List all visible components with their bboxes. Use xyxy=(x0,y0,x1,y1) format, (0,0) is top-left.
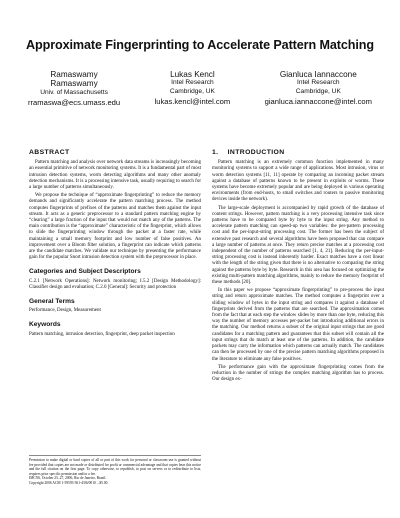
paper-title: Approximate Fingerprinting to Accelerate Pattern Matching xyxy=(26,38,374,52)
introduction-paragraph: In this paper we propose “approximate fingerprinting” to pre-process the input string and return approximate matches. The method computes a fingerprint over a sliding window of bytes in the input string and compares it against a database of fingerprints derived from the patterns that are searched. The approximation comes from the fact that at each step the window slides by more than one byte, reducing this way the number of memory accesses per-packet but introducing additional errors in the matching. Our method returns a subset of the original input strings that are good candidates for a matching pattern and guarantees that this subset will contain all the input strings that do match at least one of the patterns. In addition, the candidate packets may carry the information which patterns can actually match. The candidates can then be processed by one of the precise pattern matching algorithms proposed in the literature to eliminate any false positives. xyxy=(212,288,384,362)
copyright-footnote xyxy=(29,455,201,485)
author-affiliation: Univ. of Massachusetts xyxy=(40,88,108,96)
author-location: Cambridge, UK xyxy=(295,87,341,95)
author-name: Lukas Kencl xyxy=(170,70,215,79)
categories-heading: Categories and Subject Descriptors xyxy=(29,268,141,276)
introduction-paragraph: The large-scale deployment is accompanied by rapid growth of the database of content strings. However, pattern matching is a very processing intensive task since patterns have to be compared byte by byte to the input string. Any method to accelerate pattern matching can speed-up two variables: the per-pattern processing cost and the per-input-string processing cost. The former has been the subject of extensive past research and several algorithms have been proposed that can compare a large number of patterns at once. They return precise matches at a processing cost independent of the number of patterns searched [1, 4, 21]. Reducing the per-input-string processing cost is instead inherently harder. Exact matches have a cost linear with the length of the string given that there is no alternative to comparing the string against the patterns byte by byte. Research in this area has focused on optimizing the existing multi-pattern matching algorithms, mainly to reduce the memory footprint of these methods [20]. xyxy=(212,205,384,286)
author-name: Ramaswamy xyxy=(50,70,98,79)
author-block xyxy=(28,70,372,108)
categories-text: C.2.1 [Network Operations]: Network monitoring; I.5.2 [Design Methodology]: Classifier design and evaluation; C.2.0 [General]: Security and protection xyxy=(29,278,201,290)
author-name-line-2: Ramaswamy xyxy=(50,79,98,89)
conference-line: IMC'06, October 25–27, 2006, Rio de Janeiro, Brazil. xyxy=(29,476,107,480)
author-email: rramaswa@ecs.umass.edu xyxy=(28,98,121,108)
author-3 xyxy=(265,70,372,108)
author-affiliation: Intel Research xyxy=(171,79,214,87)
copyright-line: Copyright 2006 ACM 1-59593-561-4/06/0010 ...$5.00. xyxy=(29,480,109,485)
author-name: Gianluca Iannaccone xyxy=(279,70,357,79)
permission-text: Permission to make digital or hard copies of all or part of this work for personal or classroom use is granted without fee provided that copies are not made or distributed for profit or commercial advantage and that copies bear this notice and the full citation on the first page. To copy otherwise, to republish, to post on servers or to redistribute to lists, requires prior specific permission and/or a fee. xyxy=(29,458,201,476)
right-column xyxy=(212,150,384,385)
introduction-heading: 1. INTRODUCTION xyxy=(212,149,285,156)
abstract-paragraph: We propose the technique of “approximate fingerprinting” to reduce the memory demands and significantly accelerate the pattern matching process. The method computes fingerprints of prefixes of the patterns and matches them against the input stream. It acts as a generic preprocessor to a standard pattern matching engine by “clearing” a large fraction of the input that would not match any of the patterns. The main contribution is the “approximate” characteristic of the fingerprint, which allows to slide the fingerprinting window through the packet at a faster rate, while maintaining a small memory footprint and low number of false positives. An improvement over a Bloom filter solution, a fingerprint can indicate which patterns are the candidate matches. We validate our technique by presenting the performance gain for the popular Snort intrusion detection system with the preprocessor in place. xyxy=(29,193,201,261)
author-affiliation: Intel Research xyxy=(297,79,340,87)
general-terms-heading: General Terms xyxy=(29,298,75,306)
author-1 xyxy=(28,70,120,108)
keywords-text: Pattern matching, intrusion detection, fingerprint, deep packet inspection xyxy=(29,331,175,337)
abstract-paragraph: Pattern matching and analysis over network data streams is increasingly becoming an essential primitive of network monitoring systems. It is a fundamental part of most intrusion detection systems, worm detecting algorithms and many other anomaly detection mechanisms. It is a processing intensive task, usually requiring to search for a large number of patterns simultaneously. xyxy=(29,160,201,191)
introduction-paragraph: The performance gain with the approximate fingerprinting comes from the reduction in the number of strings the complex matching algorithm has to process. Our design ex- xyxy=(212,364,384,383)
left-column xyxy=(29,150,201,340)
author-location: Cambridge, UK xyxy=(169,87,215,95)
keywords-heading: Keywords xyxy=(29,321,61,329)
author-email: lukas.kencl@intel.com xyxy=(154,96,231,106)
introduction-paragraph: Pattern matching is an extremely common function implemented in many monitoring systems to support a wide range of applications. Most intrusion, virus or worm detection systems [11, 11] operate by comparing an incoming packet stream against a database of patterns known to be present in exploits or worms. These systems have become extremely popular and are being deployed in various operating environments (from end-hosts, to small switches and routers to passive monitoring devices inside the network). xyxy=(212,160,384,203)
author-email: gianluca.iannaccone@intel.com xyxy=(264,96,372,106)
author-2 xyxy=(155,70,231,108)
general-terms-text: Performance, Design, Measurement xyxy=(29,308,101,314)
abstract-heading: ABSTRACT xyxy=(29,149,70,156)
